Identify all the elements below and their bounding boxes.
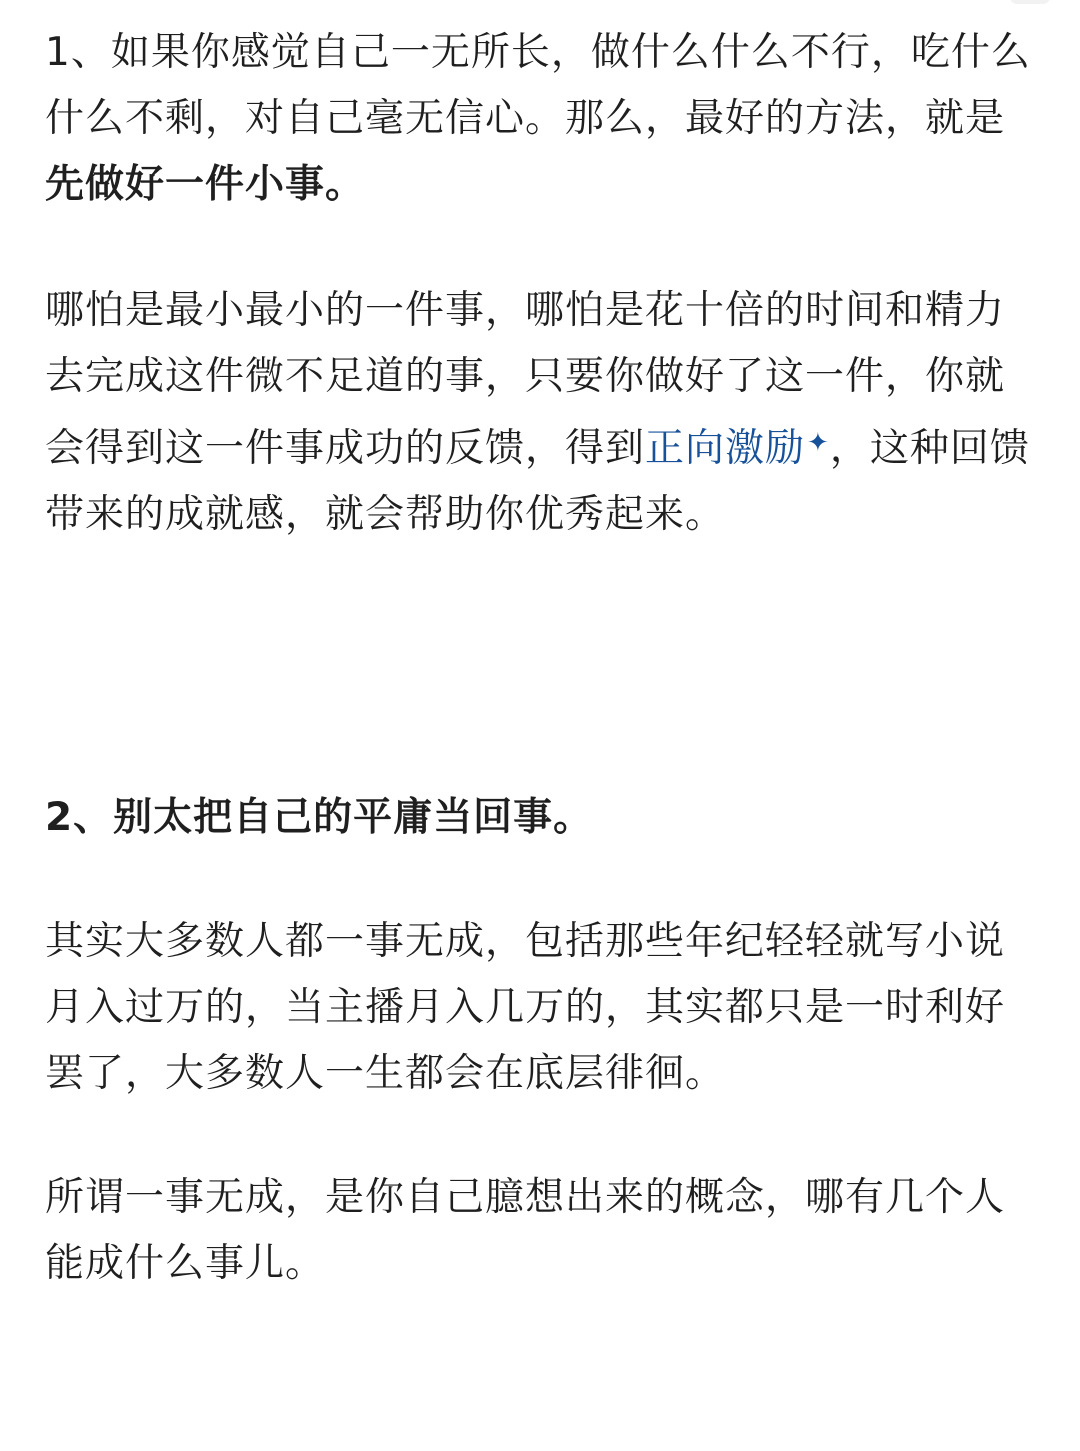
positive-incentive-link[interactable] — [645, 426, 830, 471]
paragraph-2-text-after: ，这种回馈带来的成就感，就会帮助你优秀起来。 — [45, 426, 1030, 537]
paragraph-1-text: 1、如果你感觉自己一无所长，做什么什么不行，吃什么什么不剩，对自己毫无信心。那么，最好的方法，就是 — [45, 30, 1031, 141]
paragraph-5: 所谓一事无成，是你自己臆想出来的概念，哪有几个人能成什么事儿。 — [45, 1175, 1006, 1286]
paragraph-2 — [45, 278, 1035, 548]
sparkle-icon: ✦ — [807, 428, 830, 458]
paragraph-4: 其实大多数人都一事无成，包括那些年纪轻轻就写小说月入过万的，当主播月入几万的，其实都只是一时利好罢了，大多数人一生都会在底层徘徊。 — [45, 919, 1006, 1096]
paragraph-2-text: 哪怕是最小最小的一件事，哪怕是花十倍的时间和精力去完成这件微不足道的事，只要你做好了这一件，你就会得到这一件事成功的反馈，得到 — [45, 288, 1006, 471]
section-2-heading: 2、别太把自己的平庸当回事。 — [45, 795, 594, 840]
positive-incentive-link-label: 正向激励 — [645, 426, 806, 471]
paragraph-1 — [45, 20, 1035, 218]
top-corner-decoration — [1010, 0, 1050, 4]
paragraph-1-bold: 先做好一件小事。 — [45, 162, 366, 207]
